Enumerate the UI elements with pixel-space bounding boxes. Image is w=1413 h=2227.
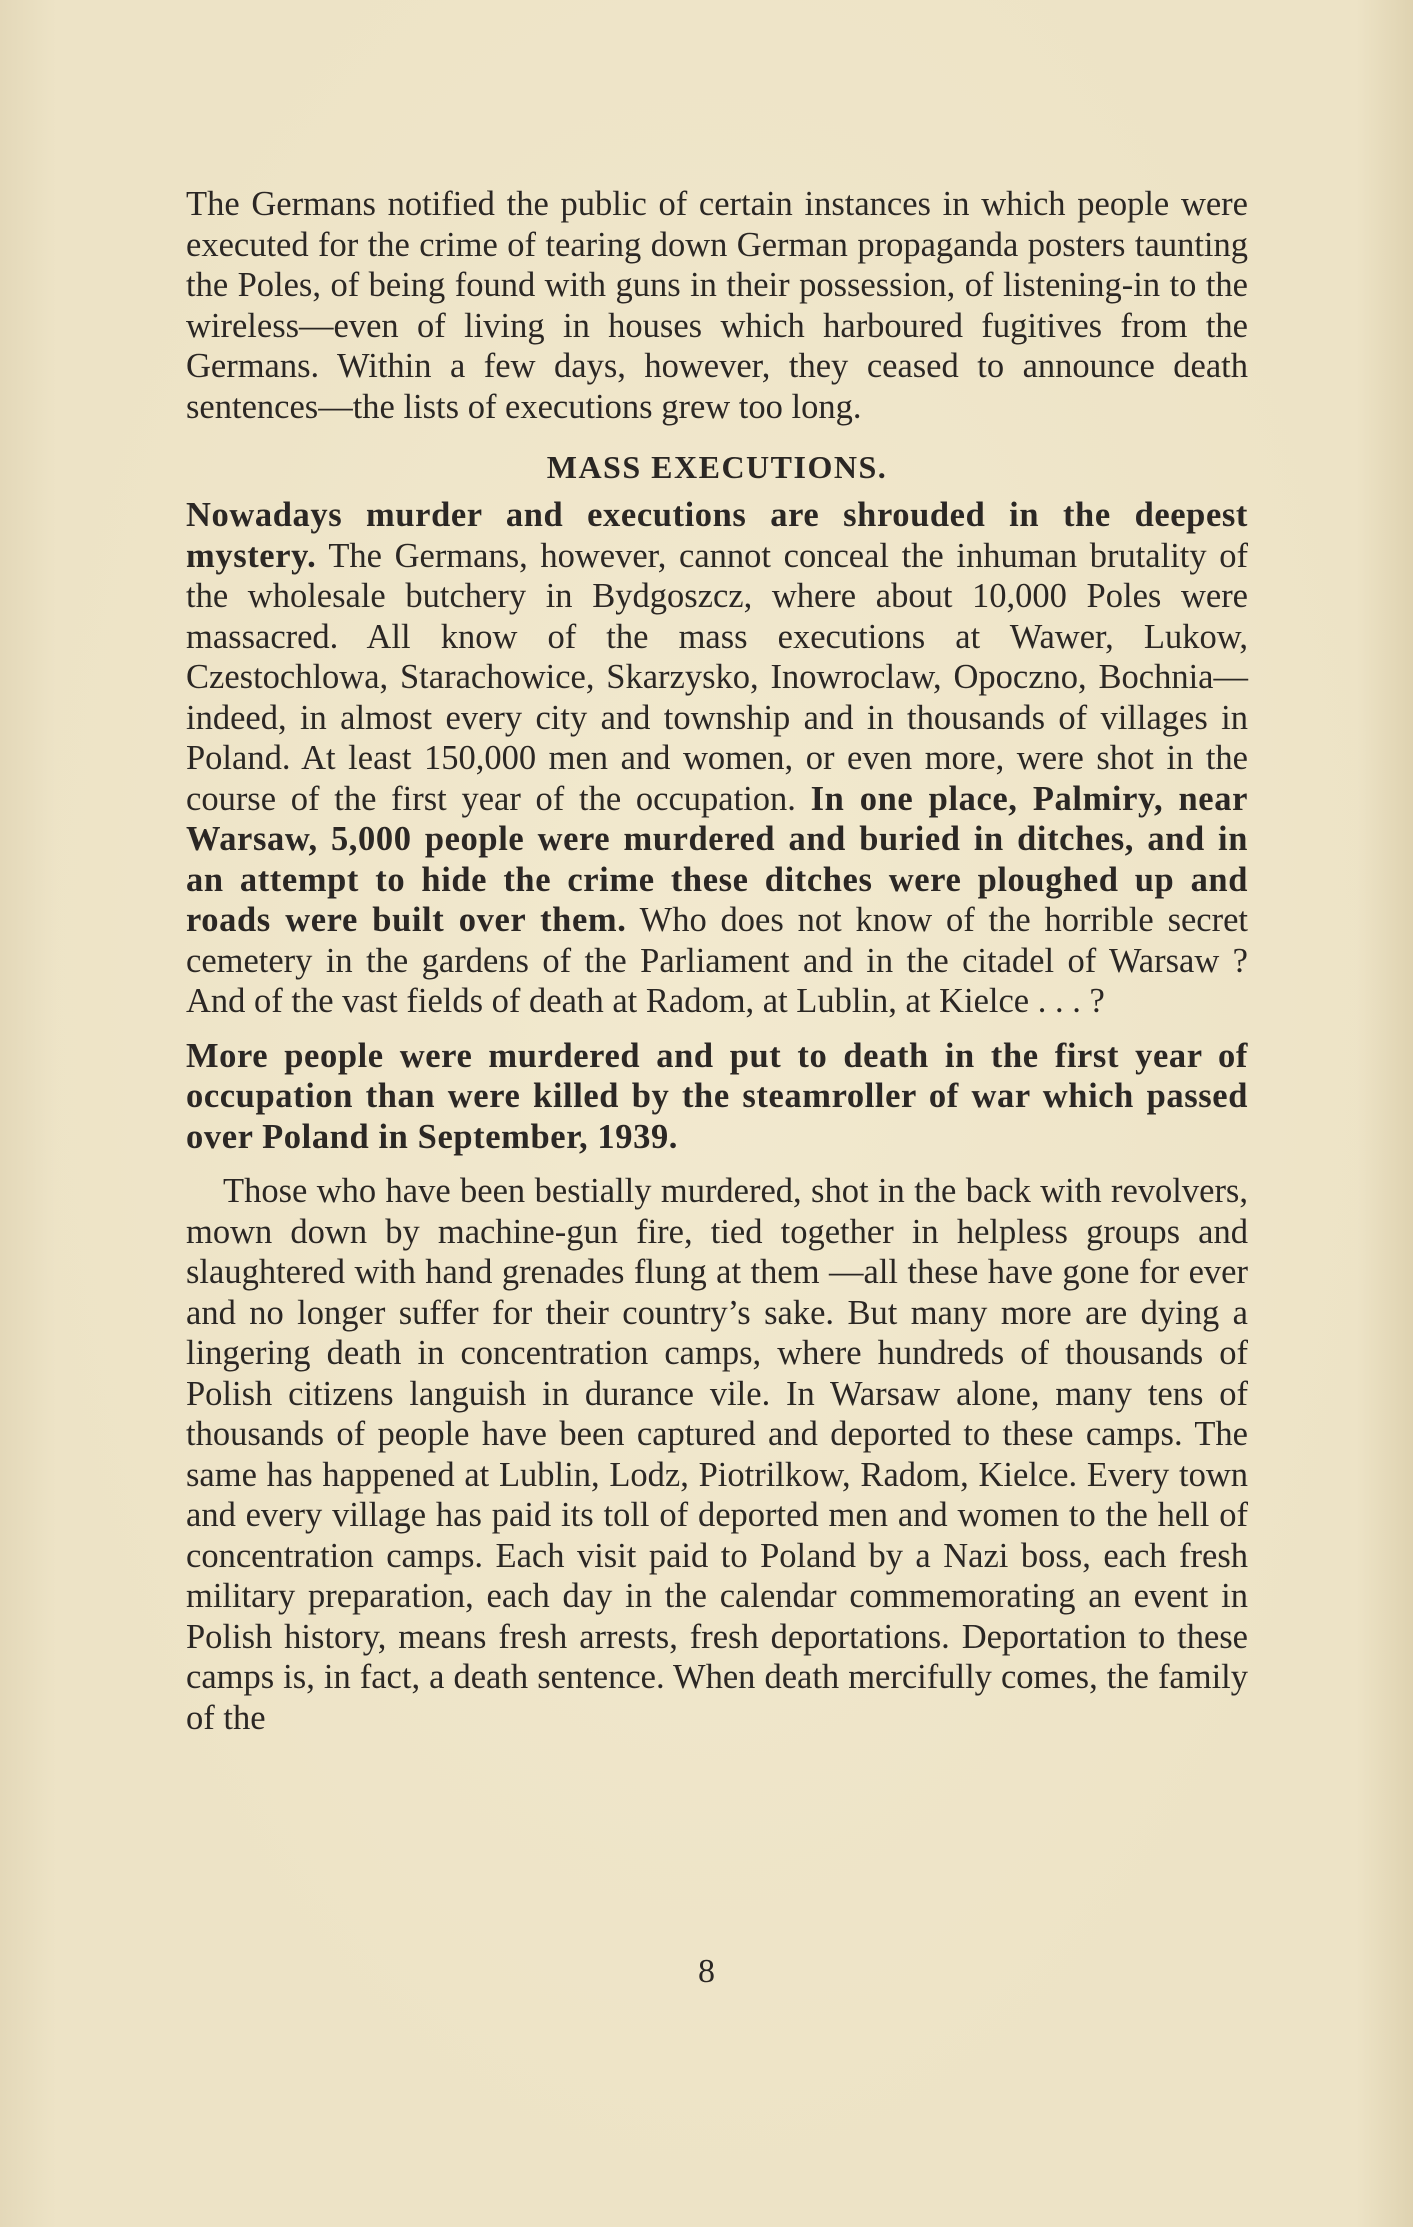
page-number: 8	[698, 1953, 715, 1990]
section-heading: MASS EXECUTIONS.	[546, 449, 888, 485]
paragraph-2-bold-mid: In one place, Palmiry, near Warsaw, 5,000 people were murdered and buried in ditches, and in an attempt to hide the crime these ditches were ploughed up and roads were built over them.	[186, 779, 1248, 939]
paragraph-2	[186, 495, 1248, 1022]
paragraph-1: The Germans notified the public of certain instances in which people were executed for the crime of tearing down German propaganda posters taunting the Poles, of being found with guns in their possession, of listening-in to the wireless—even of living in houses which harboured fugitives from the Germans. Within a few days, however, they ceased to announce death sentences—the lists of executions grew too long.	[186, 185, 1248, 426]
paragraph-4: Those who have been bestially murdered, shot in the back with revolvers, mown down by machine-gun fire, tied together in helpless groups and slaughtered with hand grenades flung at them —all these have gone for ever and no longer suffer for their country’s sake. But many more are dying a lingering death in concentration camps, where hundreds of thousands of Polish citizens languish in durance vile. In Warsaw alone, many tens of thousands of people have been captured and deported to these camps. The same has happened at Lublin, Lodz, Piotrilkow, Radom, Kielce. Every town and every village has paid its toll of deported men and women to the hell of concentration camps. Each visit paid to Poland by a Nazi boss, each fresh military preparation, each day in the calendar commemorating an event in Polish history, means fresh arrests, fresh deportations. Deportation to these camps is, in fact, a death sentence. When death mercifully comes, the family of the	[186, 1172, 1248, 1737]
paragraph-2-text-b: Who does not know of the horrible secret cemetery in the gardens of the Parliament and in the citadel of Warsaw ? And of the vast fields of death at Radom, at Lublin, at Kielce . . . ?	[186, 901, 1249, 1020]
text-column	[186, 184, 1248, 1738]
paragraph-3: More people were murdered and put to death in the first year of occupation than were killed by the steamroller of war which passed over Poland in September, 1939.	[186, 1036, 1248, 1156]
paragraph-2-text-a: The Germans, however, cannot conceal the inhuman brutality of the wholesale butchery in Bydgoszcz, where about 10,000 Poles were massacred. All know of the mass executions at Wawer, Lukow, Czestochlowa, Starachowice, Skarzysko, Inowroclaw, Opoczno, Bochnia—indeed, in almost every city and township and in thousands of villages in Poland. At least 150,000 men and women, or even more, were shot in the course of the first year of the occupation.	[186, 536, 1248, 818]
paragraph-2-bold-lead: Nowadays murder and executions are shrouded in the deepest mystery.	[186, 496, 1248, 575]
